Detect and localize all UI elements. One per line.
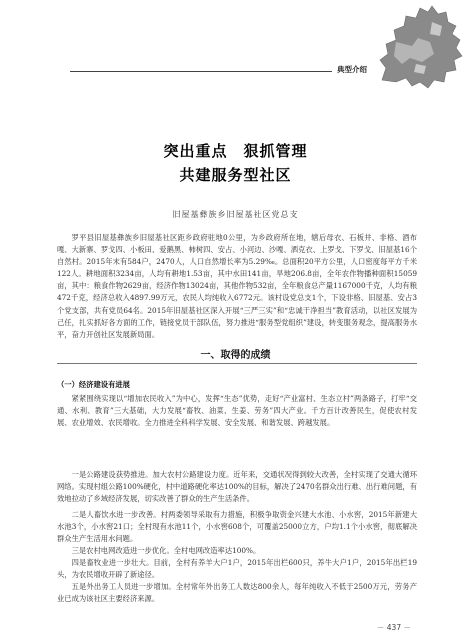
section-heading: 一、取得的成绩 (200, 350, 271, 361)
article-title-line1: 突出重点 狠抓管理 (163, 142, 308, 160)
region-map-icon (372, 2, 467, 90)
header-rule (70, 71, 332, 72)
page-header (0, 0, 471, 90)
article-title-line2: 共建服务型社区 (179, 166, 292, 184)
intro-paragraph: 罗平县旧屋基彝族乡旧屋基社区距乡政府驻地0公里，为乡政府所在地，辖后母衣、石板井、非格、酒布嘎、大新寨、罗戈四、小板田、爱鹅黑、柿树四、安占、小河边、沙嘎、洒克衣、上罗戈、下罗戈、旧屋基16个自然村。2015年末有584户，2470人，人口自然增长率为5.29‰。总面积20平方公里，人口密度每平方千米122人。耕地面积3234亩，人均有耕地1.53亩，其中水田141亩，旱地206.8亩，全年农作物播种面积15059亩，其中：粮食作物2629亩，经济作物13024亩，其他作物532亩，全年粮食总产量1167000千克，人均有粮472千克，经济总收入4897.99万元，农民人均纯收入6772元。该村设党总支1个，下设非格、旧屋基、安占3个党支部，共有党员64名。2015年旧屋基社区深入开展“三严三实”和“忠诚干净担当”教育活动，以社区发展为己任，扎实抓好各方面的工作，链接党员干部队伍，努力推进“服务型党组织”建设，转变服务观念，提高服务水平，奋力开创社区发展新局面。 (57, 233, 417, 339)
paragraph-livestock: 四是畜牧业进一步壮大。目前，全村有养羊大户1户，2015年出栏600只，养牛大户1户，2015年出栏19头，为农民增收开辟了新途径。 (57, 558, 417, 580)
paragraph-roads: 一是公路建设获势推进。加大农村公路建设力度。近年来，交通状况得到较大改善，全村实现了交通大循环网络。实现村组公路100%硬化，村中道路硬化率达100%的目标，解决了2470名群众出行难、出行难问题，有效地拉动了乡域经济发展，切实改善了群众的生产生活条件。 (57, 470, 417, 504)
subsection-heading: （一）经济建设有进展 (57, 380, 130, 389)
section-heading-rule (57, 363, 417, 364)
paragraph-power-grid: 三是农村电网改造进一步优化。全村电网改造率达100%。 (71, 546, 261, 555)
page-number: － 437 － (376, 623, 411, 632)
paragraph-water: 二是人畜饮水进一步改善。村两委领导采取有力措施，积极争取资金兴建大水池、小水窖，2015年新建大水池3个，小水窖21口；全村现有水池11个，小水窖608个，可覆盖25000立方，户均1.1个小水窖，彻底解决群众生产生活用水问题。 (57, 510, 417, 544)
article-author: 旧屋基彝族乡旧屋基社区党总支 (172, 210, 299, 219)
paragraph-economic-overview: 紧紧围绕实现以“增加农民收入”为中心，发挥“生态”优势，走好“产业富村、生态立村”两条路子，打牢“交通、水利、教育”三大基础，大力发展“畜牧、油菜、生姜、劳务”四大产业。千方百计改善民生，促使农村发展、农业增效、农民增收。全力推进全科科学发展、安全发展、和谐发展、跨越发展。 (57, 394, 417, 428)
section-label: 典型介绍 (337, 65, 367, 74)
paragraph-migrant-labor: 五是外出务工人员进一步增加。全村常年外出务工人数达800余人，每年纯收入不低于2500万元，劳务产业已成为该社区主要经济来源。 (57, 582, 417, 604)
